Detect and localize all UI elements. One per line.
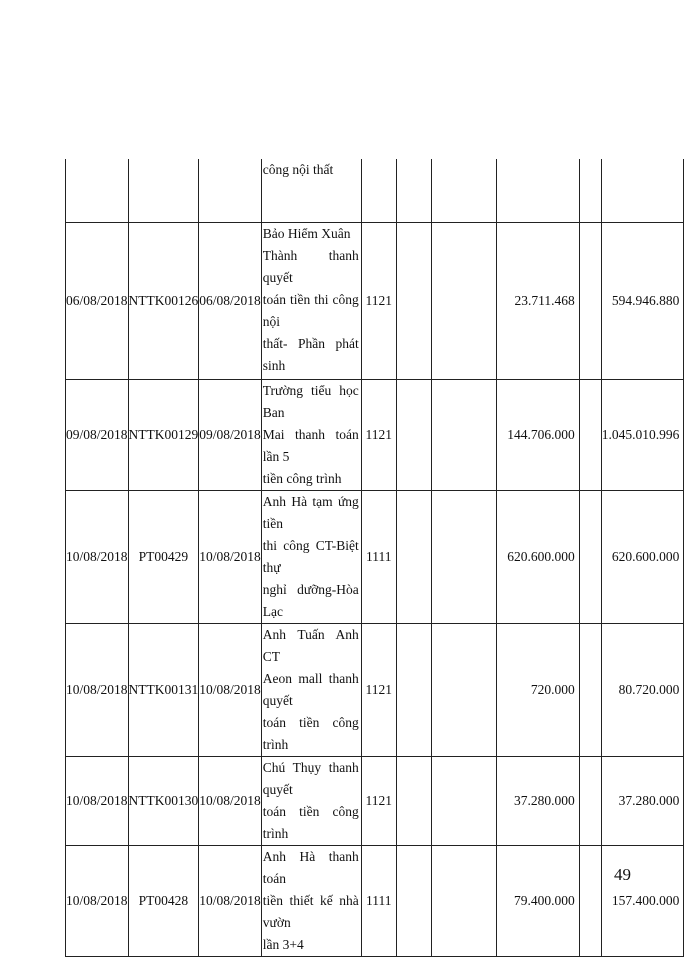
empty-cell [431,159,496,222]
voucher-date: 10/08/2018 [199,756,262,845]
empty-cell [396,845,431,956]
ledger-table [65,159,684,957]
description [261,756,361,845]
empty-cell [579,222,601,379]
amount: 144.706.000 [496,379,579,490]
entry-date: 10/08/2018 [66,845,129,956]
amount: 720.000 [496,623,579,756]
voucher-number: NTTK00130 [128,756,199,845]
empty-cell [579,379,601,490]
description-line: Anh Tuấn Anh CT [262,626,359,664]
description [261,379,361,490]
voucher-number: NTTK00129 [128,379,199,490]
balance: 620.600.000 [601,490,684,623]
voucher-date: 09/08/2018 [199,379,262,490]
description [261,623,361,756]
voucher-date: 10/08/2018 [199,490,262,623]
empty-cell [579,845,601,956]
amount: 620.600.000 [496,490,579,623]
empty-cell [579,159,601,222]
balance [601,159,684,222]
entry-date: 10/08/2018 [66,490,129,623]
account-code: 1121 [361,222,396,379]
entry-date: 10/08/2018 [66,756,129,845]
empty-cell [431,756,496,845]
empty-cell [431,490,496,623]
empty-cell [431,379,496,490]
balance: 37.280.000 [601,756,684,845]
description-line: nghỉ dưỡng-Hòa Lạc [262,581,359,619]
account-code: 1111 [361,845,396,956]
table-row [66,222,684,379]
empty-cell [579,623,601,756]
voucher-number: NTTK00126 [128,222,199,379]
entry-date: 06/08/2018 [66,222,129,379]
empty-cell [396,490,431,623]
balance: 157.400.000 [601,845,684,956]
table-row [66,159,684,222]
account-code: 1111 [361,490,396,623]
empty-cell [396,159,431,222]
table-row [66,379,684,490]
empty-cell [579,756,601,845]
description [261,159,361,222]
description-line: toán tiền thi công nội [262,291,359,329]
voucher-date [199,159,262,222]
entry-date: 10/08/2018 [66,623,129,756]
empty-cell [431,222,496,379]
description-line: lần 3+4 [262,936,304,952]
description [261,490,361,623]
voucher-number: PT00429 [128,490,199,623]
voucher-number: NTTK00131 [128,623,199,756]
description-line: tiền thiết kế nhà vườn [262,892,359,930]
description-line: Mai thanh toán lần 5 [262,426,359,464]
description-line: thi công CT-Biệt thự [262,537,359,575]
entry-date: 09/08/2018 [66,379,129,490]
description-line: Trường tiểu học Ban [262,382,359,420]
empty-cell [396,379,431,490]
description-line: thất- Phần phát sinh [262,335,359,373]
description-line: toán tiền công trình [262,803,359,841]
table-row [66,623,684,756]
empty-cell [431,845,496,956]
description-line: Anh Hà thanh toán [262,848,359,886]
empty-cell [579,490,601,623]
balance: 1.045.010.996 [601,379,684,490]
page-number: 49 [614,865,631,884]
balance: 80.720.000 [601,623,684,756]
voucher-number [128,159,199,222]
table-row [66,845,684,956]
empty-cell [396,756,431,845]
description-line: Chú Thụy thanh quyết [262,759,359,797]
amount [496,159,579,222]
voucher-date: 06/08/2018 [199,222,262,379]
account-code: 1121 [361,623,396,756]
description [261,845,361,956]
amount: 23.711.468 [496,222,579,379]
amount: 79.400.000 [496,845,579,956]
voucher-date: 10/08/2018 [199,845,262,956]
voucher-number: PT00428 [128,845,199,956]
description-line: toán tiền công trình [262,714,359,752]
description-line: công nội thất [262,162,334,177]
account-code: 1121 [361,756,396,845]
table-row [66,756,684,845]
amount: 37.280.000 [496,756,579,845]
account-code [361,159,396,222]
description-line: Bảo Hiểm Xuân [262,225,351,241]
balance: 594.946.880 [601,222,684,379]
description [261,222,361,379]
empty-cell [396,222,431,379]
ledger-body [66,159,684,956]
description-line: Thành thanh quyết [262,247,359,285]
empty-cell [431,623,496,756]
description-line: tiền công trình [262,470,342,486]
description-line: Aeon mall thanh quyết [262,670,359,708]
description-line: Anh Hà tạm ứng tiền [262,493,359,531]
account-code: 1121 [361,379,396,490]
entry-date [66,159,129,222]
table-row [66,490,684,623]
empty-cell [396,623,431,756]
voucher-date: 10/08/2018 [199,623,262,756]
